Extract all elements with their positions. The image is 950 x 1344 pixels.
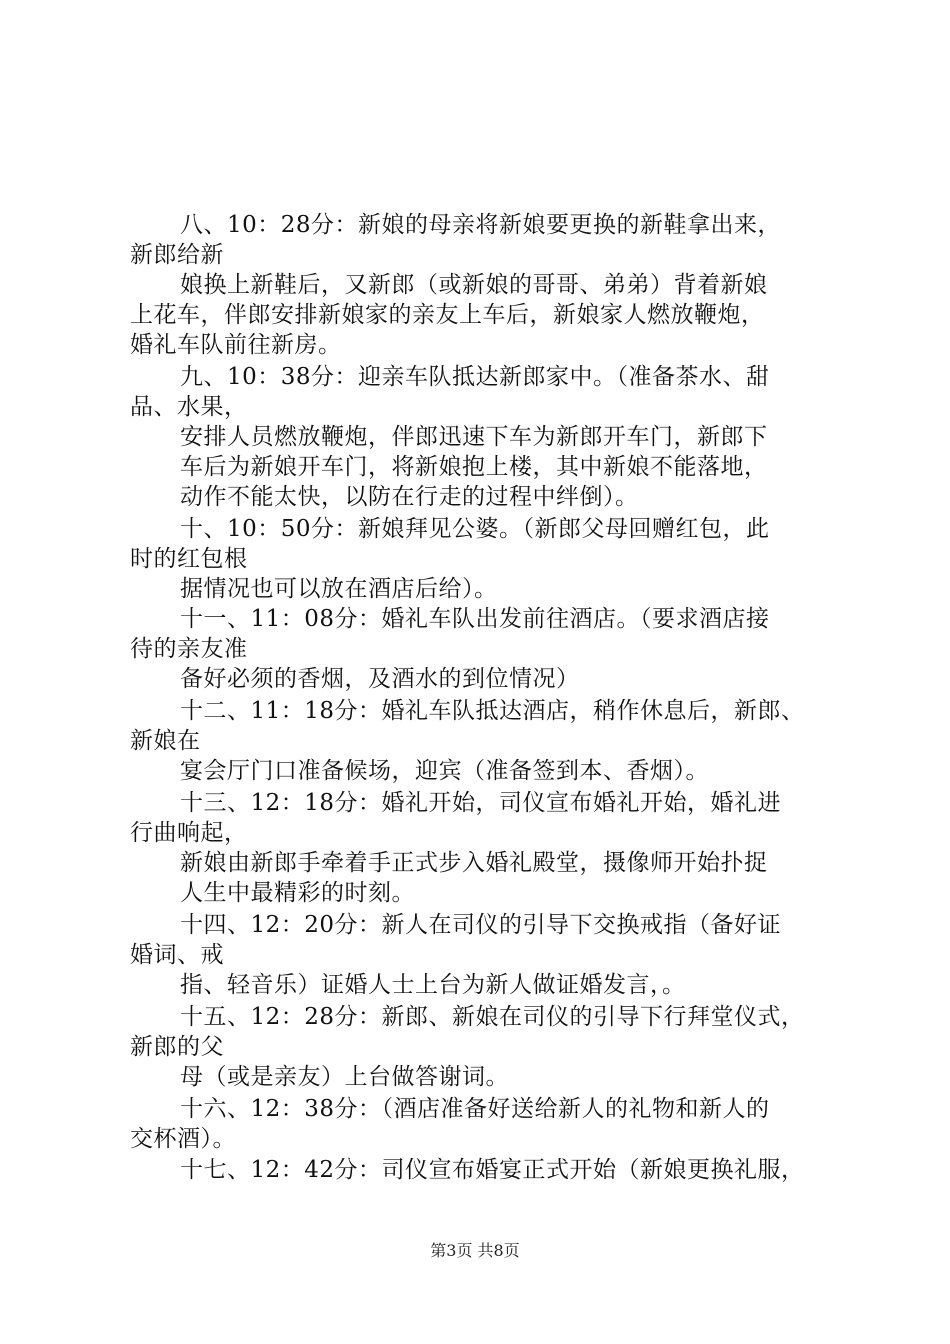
text-line: 十三、12：18分：婚礼开始，司仪宣布婚礼开始，婚礼进 <box>180 790 782 816</box>
text-line: 新郎给新 <box>130 242 224 268</box>
text-line: 十、10：50分：新娘拜见公婆。（新郎父母回赠红包，此 <box>180 516 770 542</box>
text-line: 备好必须的香烟，及酒水的到位情况） <box>180 666 580 692</box>
text-line: 八、10：28分：新娘的母亲将新娘要更换的新鞋拿出来， <box>180 212 782 238</box>
text-line: 车后为新娘开车门，将新娘抱上楼，其中新娘不能落地， <box>180 454 768 480</box>
text-line: 安排人员燃放鞭炮，伴郎迅速下车为新郎开车门，新郎下 <box>180 424 768 450</box>
text-line: 母（或是亲友）上台做答谢词。 <box>180 1064 509 1090</box>
text-line: 行曲响起， <box>130 820 248 846</box>
text-line: 人生中最精彩的时刻。 <box>180 880 415 906</box>
text-line: 婚礼车队前往新房。 <box>130 332 342 358</box>
text-line: 上花车，伴郎安排新娘家的亲友上车后，新娘家人燃放鞭炮， <box>130 302 765 328</box>
text-line: 待的亲友准 <box>130 636 248 662</box>
text-line: 十一、11：08分：婚礼车队出发前往酒店。（要求酒店接 <box>180 606 770 632</box>
text-line: 十二、11：18分：婚礼车队抵达酒店，稍作休息后，新郎、 <box>180 698 805 724</box>
text-line: 娘换上新鞋后，又新郎（或新娘的哥哥、弟弟）背着新娘 <box>180 272 768 298</box>
text-line: 指、轻音乐）证婚人士上台为新人做证婚发言，。 <box>180 972 686 998</box>
text-line: 婚词、戒 <box>130 942 224 968</box>
text-line: 十七、12：42分：司仪宣布婚宴正式开始（新娘更换礼服， <box>180 1157 805 1183</box>
text-line: 品、水果， <box>130 394 248 420</box>
text-line: 宴会厅门口准备候场，迎宾（准备签到本、香烟）。 <box>180 758 709 784</box>
text-line: 十六、12：38分：（酒店准备好送给新人的礼物和新人的 <box>180 1096 770 1122</box>
text-line: 十四、12：20分：新人在司仪的引导下交换戒指（备好证 <box>180 912 782 938</box>
page-footer: 第3页 共8页 <box>430 1241 520 1260</box>
text-line: 新郎的父 <box>130 1034 224 1060</box>
text-line: 九、10：38分：迎亲车队抵达新郎家中。（准备茶水、甜 <box>180 364 770 390</box>
text-line: 时的红包根 <box>130 546 248 572</box>
text-line: 十五、12：28分：新郎、新娘在司仪的引导下行拜堂仪式， <box>180 1004 805 1030</box>
text-line: 据情况也可以放在酒店后给）。 <box>180 576 498 602</box>
text-line: 新娘在 <box>130 728 201 754</box>
text-line: 新娘由新郎手牵着手正式步入婚礼殿堂，摄像师开始扑捉 <box>180 850 768 876</box>
text-line: 交杯酒）。 <box>130 1126 236 1152</box>
text-line: 动作不能太快，以防在行走的过程中绊倒）。 <box>180 484 639 510</box>
